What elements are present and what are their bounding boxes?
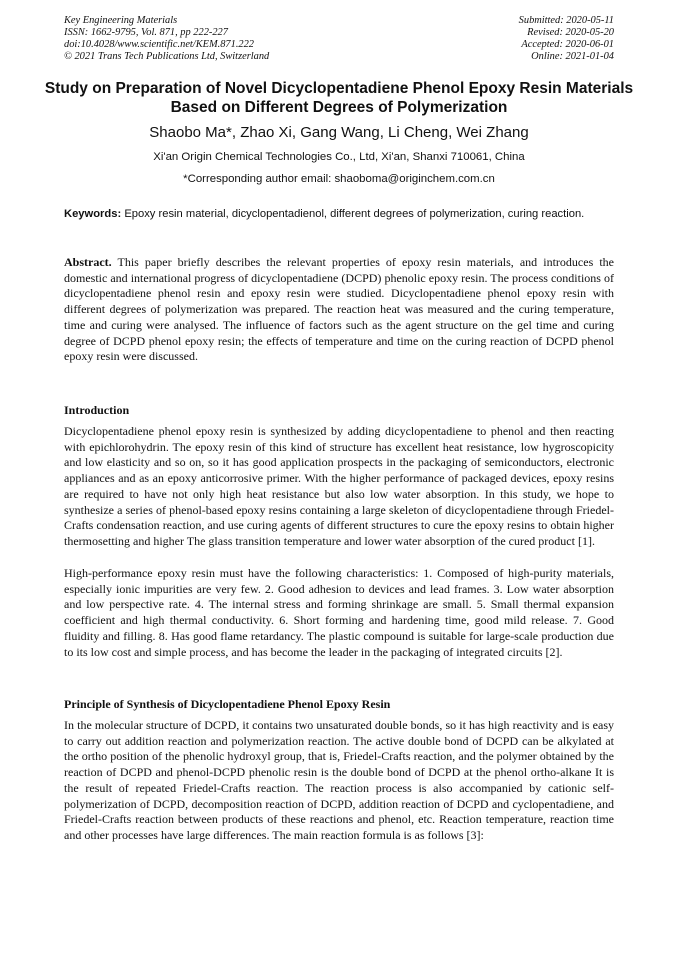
keywords-text: Epoxy resin material, dicyclopentadienol, different degrees of polymerization, curing reaction. <box>124 208 585 220</box>
abstract-text: This paper briefly describes the relevant properties of epoxy resin materials, and introduces the domestic and international progress of dicyclopentadiene (DCPD) phenolic epoxy resin. The process conditions of dicyclopentadiene phenol resin and epoxy resin were studied. Dicyclopentadiene phenol epoxy resin with different degrees of polymerization was prepared. The reaction heat was measured and the curing temperature, time and curing were analysed. The influence of factors such as the agent structure on the gel time and curing degree of DCPD phenol epoxy resin; the effects of temperature and time on the curing reaction of DCPD phenol epoxy resin were discussed. <box>64 255 614 364</box>
journal-info <box>64 15 269 63</box>
publication-dates <box>519 15 614 63</box>
date-submitted: Submitted: 2020-05-11 <box>518 15 614 26</box>
journal-doi[interactable]: doi:10.4028/www.scientific.net/KEM.871.222 <box>64 39 254 50</box>
corresponding-author[interactable]: *Corresponding author email: shaoboma@originchem.com.cn <box>183 173 495 185</box>
introduction-paragraph-1: Dicyclopentadiene phenol epoxy resin is synthesized by adding dicyclopentadiene to phenol and then reacting with epichlorohydrin. The epoxy resin of this kind of structure has excellent heat resistance, low hygroscopicity and low elasticity and so on, so it has good application prospects in the packaging of semiconductors, electronic appliances and as an epoxy anticorrosive primer. With the higher performance of packaged devices, epoxy resins are required to have not only high heat resistance but also low water absorption. In this study, we hope to synthesize a series of phenol-based epoxy resins containing a large skeleton of dicyclopentadiene through Friedel-Crafts condensation reaction, and use curing agents of different structures to cure the epoxy resins to obtain higher thermosetting and higher The glass transition temperature and lower water absorption of the cured product [1]. <box>64 424 614 548</box>
author-affiliation: Xi'an Origin Chemical Technologies Co., Ltd, Xi'an, Shanxi 710061, China <box>153 151 525 163</box>
introduction-heading: Introduction <box>64 403 130 417</box>
principle-heading: Principle of Synthesis of Dicyclopentadiene Phenol Epoxy Resin <box>64 697 391 711</box>
date-revised: Revised: 2020-05-20 <box>527 27 614 38</box>
keywords-label: Keywords: <box>64 208 122 220</box>
principle-paragraph: In the molecular structure of DCPD, it contains two unsaturated double bonds, so it has high reactivity and is easy to carry out addition reaction and polymerization reaction. The active double bond of DCPD can be alkylated at the ortho position of the phenolic hydroxyl group, that is, Friedel-Crafts reaction, and the polymer obtained by the reaction of DCPD and phenol-DCPD phenolic resin is the double bond of DCPD at the phenol ortho-alkane It is the result of repeated Friedel-Crafts reaction. The reaction process is also accompanied by cationic self-polymerization of DCPD, decomposition reaction of DCPD, addition reaction of DCPD and cyclopentadiene, and Friedel-Crafts reaction between products of these reactions and phenol, etc. Reaction temperature, reaction time and other processes have large differences. The main reaction formula is as follows [3]: <box>64 718 614 842</box>
journal-name: Key Engineering Materials <box>64 15 178 26</box>
journal-copyright: © 2021 Trans Tech Publications Ltd, Switzerland <box>64 51 270 62</box>
date-accepted: Accepted: 2020-06-01 <box>521 39 614 50</box>
journal-issn: ISSN: 1662-9795, Vol. 871, pp 222-227 <box>64 27 228 38</box>
paper-authors: Shaobo Ma*, Zhao Xi, Gang Wang, Li Cheng, Wei Zhang <box>149 124 529 141</box>
keywords-section <box>64 207 614 222</box>
date-online: Online: 2021-01-04 <box>531 51 614 62</box>
abstract-section <box>64 255 614 365</box>
paper-title: Study on Preparation of Novel Dicyclopentadiene Phenol Epoxy Resin Materials Based on Different Degrees of Polymerization <box>44 80 634 116</box>
introduction-paragraph-2: High-performance epoxy resin must have the following characteristics: 1. Composed of high-purity materials, especially ionic impurities are very few. 2. Good adhesion to devices and lead frames. 3. Low water absorption and low perspective rate. 4. The internal stress and forming shrinkage are small. 5. Small thermal expansion coefficient and high thermal conductivity. 6. Short forming and hardening time, good mild release. 7. Good fluidity and filling. 8. Has good flame retardancy. The plastic compound is suitable for large-scale production due to its low cost and simple process, and has become the leader in the packaging of integrated circuits [2]. <box>64 566 614 659</box>
abstract-label: Abstract. <box>64 255 112 269</box>
